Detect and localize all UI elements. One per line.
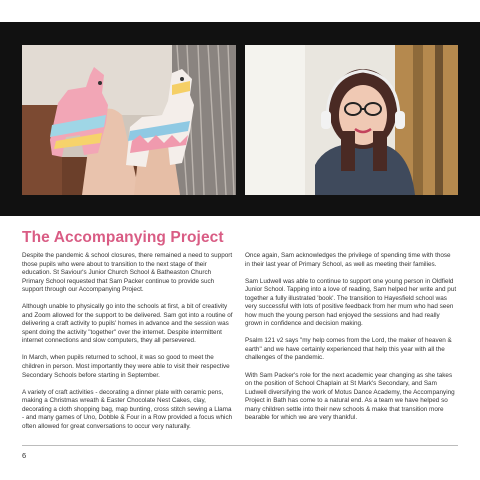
- llama-craft-photo: [22, 45, 236, 195]
- paragraph: In March, when pupils returned to school, it was so good to meet the children in person. Most importantly they were able to visit their respective Secondary Schools before starting in September.: [22, 354, 230, 379]
- paragraph: Sam Ludwell was able to continue to support one young person in Oldfield Junior School. Tapping into a love of reading, Sam helped her write and put together a fully illustrated 'book'. The transition to Hayesfield school was very successful with lots of positive feedback from her mum who had seen how much the young person had enjoyed the sessions and had really grown in confidence and decision making.: [245, 277, 457, 328]
- top-margin: [0, 0, 480, 22]
- paragraph: Despite the pandemic & school closures, there remained a need to support those pupils who were about to transition to the next stage of their education. St Saviour's Junior Church School & Batheaston Church Primary School requested that Sam Packer continue to provide such support through our Accompanying Project.: [22, 252, 233, 294]
- paragraph: Although unable to physically go into the schools at first, a bit of creativity and Zoom allowed for the support to be delivered. Sam got into a routine of delivering a craft activity to pupils' homes in advance and the session was spent doing the activity "together" over the internet. Despite intermittent internet connections and slow computers, they all persevered.: [22, 303, 233, 345]
- paragraph: Psalm 121 v2 says "my help comes from the Lord, the maker of heaven & earth" and we have certainly experienced that help this year with all the challenges of the pandemic.: [245, 337, 452, 362]
- right-column: [245, 252, 457, 431]
- paragraph: A variety of craft activities - decorating a dinner plate with ceramic pens, making a Christmas wreath & Easter Chocolate Nest Cakes, clay, decorating a cloth shopping bag, map bunting, cross stitch sewing a Llama - and many games of Uno, Dobble & Four in a Row provided a focus which often allowed for great conversations to occur very naturally.: [22, 388, 233, 430]
- left-column: [22, 252, 234, 440]
- article: [22, 228, 458, 430]
- article-title: The Accompanying Project: [22, 229, 224, 246]
- page-number: 6: [22, 451, 27, 460]
- paragraph: Once again, Sam acknowledges the privilege of spending time with those in their last year of Primary School, as well as meeting their families.: [245, 252, 451, 268]
- footer-divider: [22, 445, 458, 446]
- zoom-video-photo: [245, 45, 458, 195]
- paragraph: With Sam Packer's role for the next academic year changing as she takes on the position of School Chaplain at St Mark's Secondary, and Sam Ludwell diversifying the work of Motus Dance Academy, the Accompanying Project in Bath has come to a natural end. As a team we have helped so many children settle into their new schools & make that transition more bearable for which we are very thankful.: [245, 371, 455, 422]
